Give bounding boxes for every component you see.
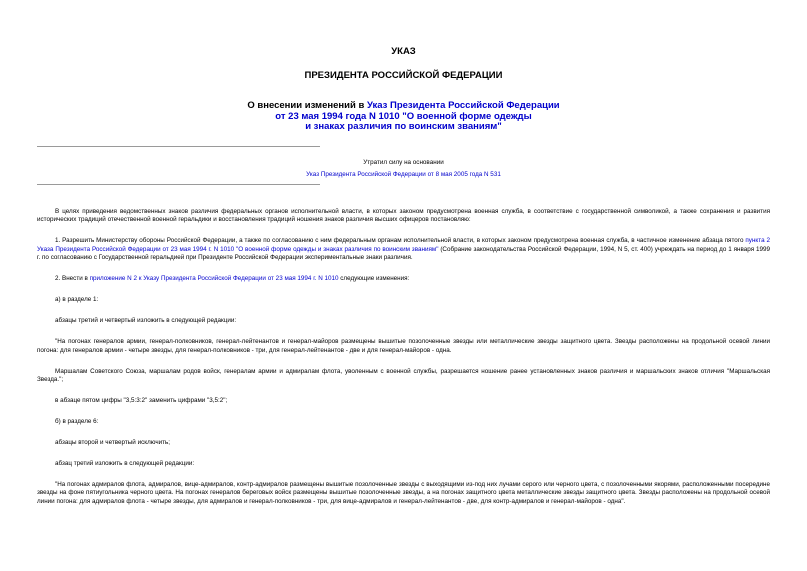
bottom-divider	[37, 184, 320, 185]
admirals-insignia-paragraph: "На погонах адмиралов флота, адмиралов, вице-адмиралов, контр-адмиралов размещены вышитые позолоченные звезды с выходящими из-под них лучами серого или черного цвета, с позолоченными якорями, расположенными посередине звезды на фоне пятиугольника черного цвета. На погонах генералов береговых войск размещены вышитые позолоченные звезды, а на погонах защитного цвета металлические звезды защитного цвета. Звезды расположены на продольной осевой линии погона: для адмиралов флота - четыре звезды, для адмиралов и генерал-полковников - три, для вице-адмиралов и генерал-лейтенантов - две, для контр-адмиралов и генерал-майоров - одна".	[37, 481, 770, 505]
subject-line-1	[0, 101, 807, 112]
section-1-instruction: абзацы третий и четвертый изложить в следующей редакции:	[55, 317, 237, 325]
subject-prefix: О внесении изменений в	[247, 100, 367, 111]
repealing-decree-link[interactable]: Указ Президента Российской Федерации от 8 мая 2005 года N 531	[306, 171, 501, 178]
subject-line-2[interactable]: от 23 мая 1994 года N 1010 "О военной форме одежды	[275, 110, 532, 122]
document-type-title: УКАЗ	[391, 46, 416, 57]
top-divider	[37, 146, 320, 147]
document-subject	[0, 101, 807, 133]
section-1-heading: а) в разделе 1:	[55, 296, 99, 304]
clause-2-link[interactable]: приложение N 2 к Указу Президента Российской Федерации от 23 мая 1994 г. N 1010	[89, 275, 339, 283]
clause-1-link[interactable]: пункта 2 Указа Президента Российской Федерации от 23 мая 1994 г. N 1010 "О военной форме одежды и знаках различия по воинским званиям"	[37, 237, 771, 253]
issuer-title: ПРЕЗИДЕНТА РОССИЙСКОЙ ФЕДЕРАЦИИ	[304, 70, 503, 81]
lost-force-note: Утратил силу на основании	[363, 159, 444, 166]
clause-1-text-b: (Собрание законодательства Российской Федерации, 1994, N 5, ст. 400) учреждать на период до 1 января 1999 г. по согласованию с Государственной геральдией при Президенте Российской Федерации экспериментальные знаки различия.	[37, 245, 770, 262]
generals-insignia-paragraph: "На погонах генералов армии, генерал-полковников, генерал-лейтенантов и генерал-майоров размещены вышитые позолоченные звезды или металлические звезды защитного цвета. Звезды расположены на продольной осевой линии погона: для генералов армии - четыре звезды, для генерал-полковников - три, для генерал-лейтенантов - две и для генерал-майоров - одна.	[37, 338, 770, 354]
marshals-paragraph: Маршалам Советского Союза, маршалам родов войск, генералам армии и адмиралам флота, уволенным с военной службы, разрешается ношение ранее установленных знаков различия и маршальских знаков отличия "Маршальская Звезда.";	[37, 367, 770, 384]
ratio-change-paragraph: в абзаце пятом цифры "3,5:3:2" заменить цифрами "3,5:2";	[55, 397, 228, 405]
clause-1-paragraph	[37, 237, 770, 262]
subject-line-3[interactable]: и знаках различия по воинским званиям"	[305, 121, 502, 132]
section-6-exclusion: абзацы второй и четвертый исключить;	[55, 439, 171, 447]
clause-2-text-a: 2. Внести в	[55, 275, 90, 283]
amended-decree-link[interactable]: Указ Президента Российской Федерации	[366, 100, 560, 111]
section-6-heading: б) в разделе 6:	[55, 418, 99, 426]
section-6-instruction: абзац третий изложить в следующей редакции:	[55, 460, 195, 468]
preamble-paragraph: В целях приведения ведомственных знаков различия федеральных органов исполнительной власти, в которых законом предусмотрена военная служба, в соответствие с государственной символикой, а также сохранения и развития исторических традиций отечественной военной геральдики и восстановления традиций ношения знаков различия высших офицеров постановляю:	[37, 208, 770, 224]
clause-2-text-b: следующие изменения:	[338, 275, 410, 283]
clause-1-text-a: 1. Разрешить Министерству обороны Российской Федерации, а также по согласованию с ним федеральным органам исполнительной власти, в которых законом предусмотрена военная служба, в частичное изменение абзаца пятого	[55, 237, 746, 245]
clause-2-paragraph	[37, 275, 770, 283]
document-body	[37, 208, 770, 519]
